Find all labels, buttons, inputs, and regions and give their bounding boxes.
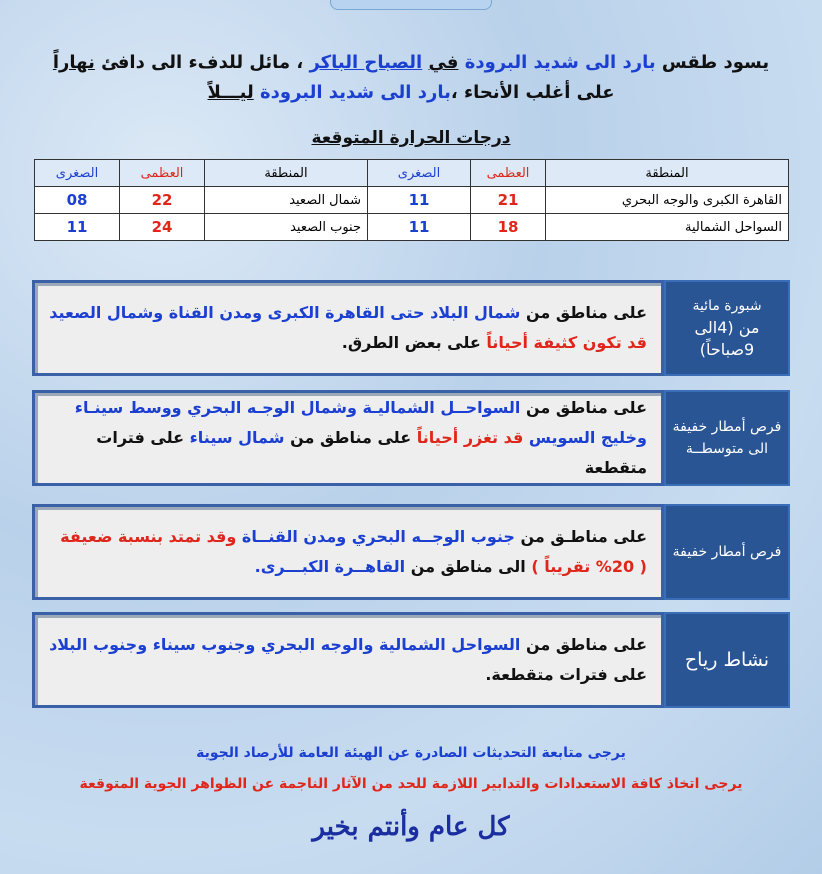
footer-precaution-note: يرجى اتخاذ كافة الاستعدادات والتدابير اللازمة للحد من الآثار الناجمة عن الظواهر الجوية المتوقعة — [79, 776, 743, 792]
headline-text-underlined: ليـــلاً — [207, 82, 254, 103]
rain-moderate-label — [664, 390, 790, 486]
desc-text: على مناطق من — [525, 398, 647, 417]
desc-text-blue: السواحــل الشماليـة وشمال الوجـه البحري ووسط سينـاء وخليج السويس — [74, 398, 647, 447]
headline-text: على أغلب الأنحاء ، — [450, 82, 615, 103]
headline-text-blue: الصباح الباكر — [309, 52, 423, 73]
min-temp-cell: 11 — [368, 214, 471, 241]
desc-text-blue: شمال البلاد حتى القاهرة الكبرى ومدن القناة وشمال الصعيد — [49, 303, 521, 322]
wind-section — [32, 612, 790, 708]
min-temp-cell: 11 — [368, 187, 471, 214]
rain-light-description-box — [32, 504, 664, 600]
headline-text-blue: بارد الى شديد البرودة — [260, 82, 451, 103]
header-max: العظمى — [471, 160, 546, 187]
desc-text-blue: شمال سيناء — [189, 428, 285, 447]
desc-text-blue: القاهــرة الكبـــرى. — [254, 557, 406, 576]
desc-text-blue: السواحل الشمالية والوجه البحري وجنوب سيناء وجنوب البلاد — [49, 635, 521, 654]
desc-text-red: قد تكون كثيفة أحياناً — [486, 333, 647, 352]
label-line: نشاط رياح — [684, 649, 770, 671]
region-cell: القاهرة الكبرى والوجه البحري — [546, 187, 789, 214]
desc-text-red: قد تغزر أحياناً — [416, 428, 524, 447]
headline-text-blue: بارد الى شديد البرودة — [464, 52, 656, 73]
wind-description — [49, 630, 647, 690]
header-min: الصغرى — [368, 160, 471, 187]
headline-line-1 — [40, 48, 782, 78]
table-row — [35, 187, 789, 214]
headline — [40, 48, 782, 108]
footer-followup-note: يرجى متابعة التحديثات الصادرة عن الهيئة العامة للأرصاد الجوية — [196, 745, 626, 761]
fog-description-box — [32, 280, 664, 376]
desc-text: على مناطق من — [525, 303, 647, 322]
label-line: من (4الى 9صباحاً) — [694, 318, 760, 359]
headline-text-underlined: في — [428, 52, 459, 73]
max-temp-cell: 22 — [120, 187, 205, 214]
temperature-table — [34, 159, 789, 241]
wind-label — [664, 612, 790, 708]
desc-text-red: وقد تمتد بنسبة ضعيفة ( 20% تقريباً ) — [60, 527, 647, 576]
fog-section — [32, 280, 790, 376]
headline-text: يسود طقس — [661, 52, 770, 73]
desc-text: على مناطـق من — [520, 527, 647, 546]
region-cell: السواحل الشمالية — [546, 214, 789, 241]
rain-moderate-description — [49, 393, 647, 483]
min-temp-cell: 08 — [35, 187, 120, 214]
region-cell: جنوب الصعيد — [205, 214, 368, 241]
fog-description — [49, 298, 647, 358]
label-line: فرص أمطار خفيفة — [672, 544, 782, 560]
header-max: العظمى — [120, 160, 205, 187]
rain-light-section — [32, 504, 790, 600]
table-header-row — [35, 160, 789, 187]
fog-label — [664, 280, 790, 376]
header-region: المنطقة — [205, 160, 368, 187]
region-cell: شمال الصعيد — [205, 187, 368, 214]
desc-text-blue: جنوب الوجــه البحري ومدن القنــاة — [241, 527, 515, 546]
top-tab-decoration — [330, 0, 492, 10]
rain-light-description — [49, 522, 647, 582]
headline-line-2 — [40, 78, 782, 108]
desc-text: على مناطق من — [525, 635, 647, 654]
max-temp-cell: 18 — [471, 214, 546, 241]
max-temp-cell: 21 — [471, 187, 546, 214]
label-line: شبورة مائية — [692, 298, 762, 314]
desc-text: على بعض الطرق. — [341, 333, 481, 352]
desc-text: الى مناطق من — [410, 557, 526, 576]
header-min: الصغرى — [35, 160, 120, 187]
wind-description-box — [32, 612, 664, 708]
min-temp-cell: 11 — [35, 214, 120, 241]
footer-greeting: كل عام وأنتم بخير — [312, 812, 510, 842]
table-row — [35, 214, 789, 241]
headline-text-underlined: نهاراً — [52, 52, 95, 73]
rain-moderate-section — [32, 390, 790, 486]
rain-light-label — [664, 504, 790, 600]
headline-text: ، مائل للدفء الى دافئ — [101, 52, 304, 73]
desc-text: على فترات متقطعة. — [485, 665, 647, 684]
table-title: درجات الحرارة المتوقعة — [311, 128, 511, 148]
desc-text: على فترات متقطعة — [96, 428, 647, 477]
label-line: الى متوسطــة — [685, 441, 769, 457]
label-line: فرص أمطار خفيفة — [672, 419, 782, 435]
header-region: المنطقة — [546, 160, 789, 187]
max-temp-cell: 24 — [120, 214, 205, 241]
desc-text: على مناطق من — [290, 428, 412, 447]
rain-moderate-description-box — [32, 390, 664, 486]
